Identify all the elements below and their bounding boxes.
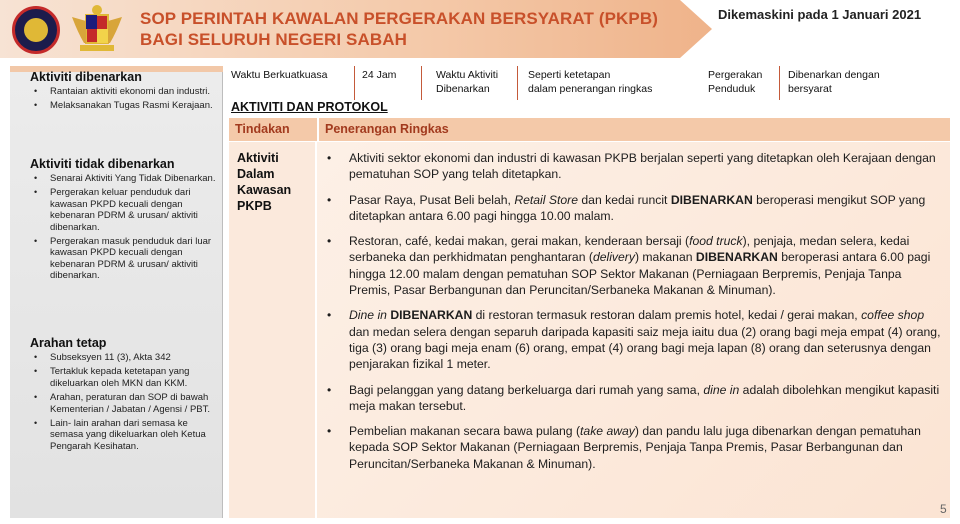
allowed-activities: [30, 70, 220, 115]
text-run: dan medan selera dengan separuh daripada kapasiti saiz meja iaitu dua (2) orang bagi meja empat (4) orang, tiga (3) orang bagi meja enam (6) orang, empat (4) orang bagi meja lapan (8) orang dan seterusnya dengan penjarakan fizikal 1 meter.: [349, 324, 941, 372]
col-desc-header: Penerangan Ringkas: [325, 122, 449, 136]
activity-time-label-line2: Dibenarkan: [436, 83, 490, 95]
table-header: [229, 118, 950, 141]
text-run: ) makanan: [634, 250, 696, 265]
description-item: [325, 192, 945, 225]
crest-center: [24, 18, 48, 42]
text-run: adalah dibolehkan mengikut kapasiti meja makan tersebut.: [349, 382, 940, 413]
description-item: [325, 423, 945, 472]
text-run: ), penjaja, medan selera, kedai serbaneka dan perkhidmatan penghantaran (: [349, 234, 910, 265]
bold-run: DIBENARKAN: [670, 192, 753, 207]
bold-run: DIBENARKAN: [695, 250, 778, 265]
allowed-heading: Aktiviti dibenarkan: [30, 70, 142, 84]
header-divider: [317, 118, 319, 141]
title-line-2: BAGI SELURUH NEGERI SABAH: [140, 30, 407, 49]
italic-run: Dine in: [349, 308, 387, 323]
movement-label: [708, 66, 780, 100]
activity-time-value: [528, 66, 698, 100]
hours-label: Waktu Berkuatkuasa: [231, 66, 355, 100]
directive-item: • Subseksyen 11 (3), Akta 342: [30, 352, 220, 363]
description-item: [325, 233, 945, 298]
not-allowed-item: • Pergerakan masuk penduduk dari luar kawasan PKPD kecuali dengan kebenaran PDRM & urusan/ aktiviti dibenarkan.: [30, 236, 220, 282]
updated-date: Dikemaskini pada 1 Januari 2021: [718, 7, 922, 22]
text-run: Pembelian makanan secara bawa pulang (: [349, 424, 581, 439]
not-allowed-activities: [30, 157, 220, 285]
italic-run: take away: [580, 424, 635, 439]
activity-time-value-line1: Seperti ketetapan: [528, 69, 611, 81]
text-run: Restoran, café, kedai makan, gerai makan, kenderaan bersaji (: [349, 234, 690, 249]
directive-item: • Tertakluk kepada ketetapan yang dikeluarkan oleh MKN dan KKM.: [30, 366, 220, 389]
protocol-heading: AKTIVITI DAN PROTOKOL: [231, 100, 388, 114]
activity-time-label: [436, 66, 518, 100]
text-run: Bagi pelanggan yang datang berkeluarga dari rumah yang sama,: [349, 382, 704, 397]
state-crest-logo: [12, 6, 60, 54]
allowed-item: • Rantaian aktiviti ekonomi dan industri.: [30, 86, 220, 97]
movement-value: [788, 66, 938, 100]
italic-run: food truck: [689, 234, 743, 249]
movement-value-line2: bersyarat: [788, 83, 832, 95]
text-run: dan kedai runcit: [578, 192, 671, 207]
text-run: beroperasi mengikut SOP yang ditetapkan antara 6.00 pagi hingga 10.00 malam.: [349, 192, 926, 223]
allowed-item: • Melaksanakan Tugas Rasmi Kerajaan.: [30, 100, 220, 111]
movement-label-line2: Penduduk: [708, 83, 756, 95]
description-item: [325, 382, 945, 415]
not-allowed-item: • Pergerakan keluar penduduk dari kawasan PKPD kecuali dengan kebenaran PDRM & urusan/ aktiviti dibenarkan.: [30, 187, 220, 233]
italic-run: coffee shop: [861, 308, 925, 323]
text-run: di restoran termasuk restoran dalam premis hotel, kedai / gerai makan,: [472, 308, 862, 323]
title-line-1: SOP PERINTAH KAWALAN PERGERAKAN BERSYARAT (PKPB): [140, 9, 658, 28]
not-allowed-heading: Aktiviti tidak dibenarkan: [30, 157, 175, 171]
activity-time-value-line2: dalam penerangan ringkas: [528, 83, 653, 95]
hours-value: 24 Jam: [362, 66, 422, 100]
movement-label-line1: Pergerakan: [708, 69, 763, 81]
page-number: 5: [940, 502, 947, 516]
standing-directives: [30, 336, 220, 455]
text-run: beroperasi antara 6.00 pagi hingga 12.00 malam dengan pematuhan SOP Sektor Makanan (Perniagaan Berpremis, Penjaja Tanpa Premis, Pasar Berbangunan dan Peruncitan/Serbaneka Makanan & Minuman).: [349, 250, 931, 298]
col-action-header: Tindakan: [235, 122, 290, 136]
text-run: Pasar Raya, Pusat Beli belah,: [349, 192, 515, 207]
page-title: [140, 8, 658, 50]
description-list: [325, 150, 945, 481]
sidebar-panel: [10, 66, 223, 518]
activity-time-label-line1: Waktu Aktiviti: [436, 69, 499, 81]
directive-item: • Arahan, peraturan dan SOP di bawah Kementerian / Jabatan / Agensi / PBT.: [30, 392, 220, 415]
italic-run: Retail Store: [514, 192, 578, 207]
directives-heading: Arahan tetap: [30, 336, 107, 350]
italic-run: delivery: [592, 250, 635, 265]
movement-value-line1: Dibenarkan dengan: [788, 69, 880, 81]
page-header: [0, 0, 960, 62]
directive-item: • Lain- lain arahan dari semasa ke semasa yang dikeluarkan oleh Ketua Pengarah Kesihatan.: [30, 418, 220, 452]
table-body: [229, 142, 950, 518]
not-allowed-item: • Senarai Aktiviti Yang Tidak Dibenarkan.: [30, 173, 220, 184]
text-run: Aktiviti sektor ekonomi dan industri di kawasan PKPB berjalan seperti yang ditetapkan oleh Kerajaan dengan pematuhan SOP yang telah ditetapkan.: [349, 151, 936, 182]
description-item: [325, 150, 945, 183]
protocol-table: [229, 118, 950, 518]
text-run: ) dan pandu lalu juga dibenarkan dengan pematuhan kepada SOP Sektor Makanan (Perniagaan Berpremis, Penjaja Tanpa Premis, Pasar Berbangunan dan Peruncitan/Serbaneka Makanan & Minuman).: [349, 424, 921, 471]
italic-run: dine in: [703, 382, 740, 397]
description-item: [325, 307, 945, 372]
action-label: Aktiviti Dalam Kawasan PKPB: [237, 151, 292, 213]
coat-of-arms-logo: [66, 3, 128, 55]
bold-run: DIBENARKAN: [386, 308, 473, 323]
